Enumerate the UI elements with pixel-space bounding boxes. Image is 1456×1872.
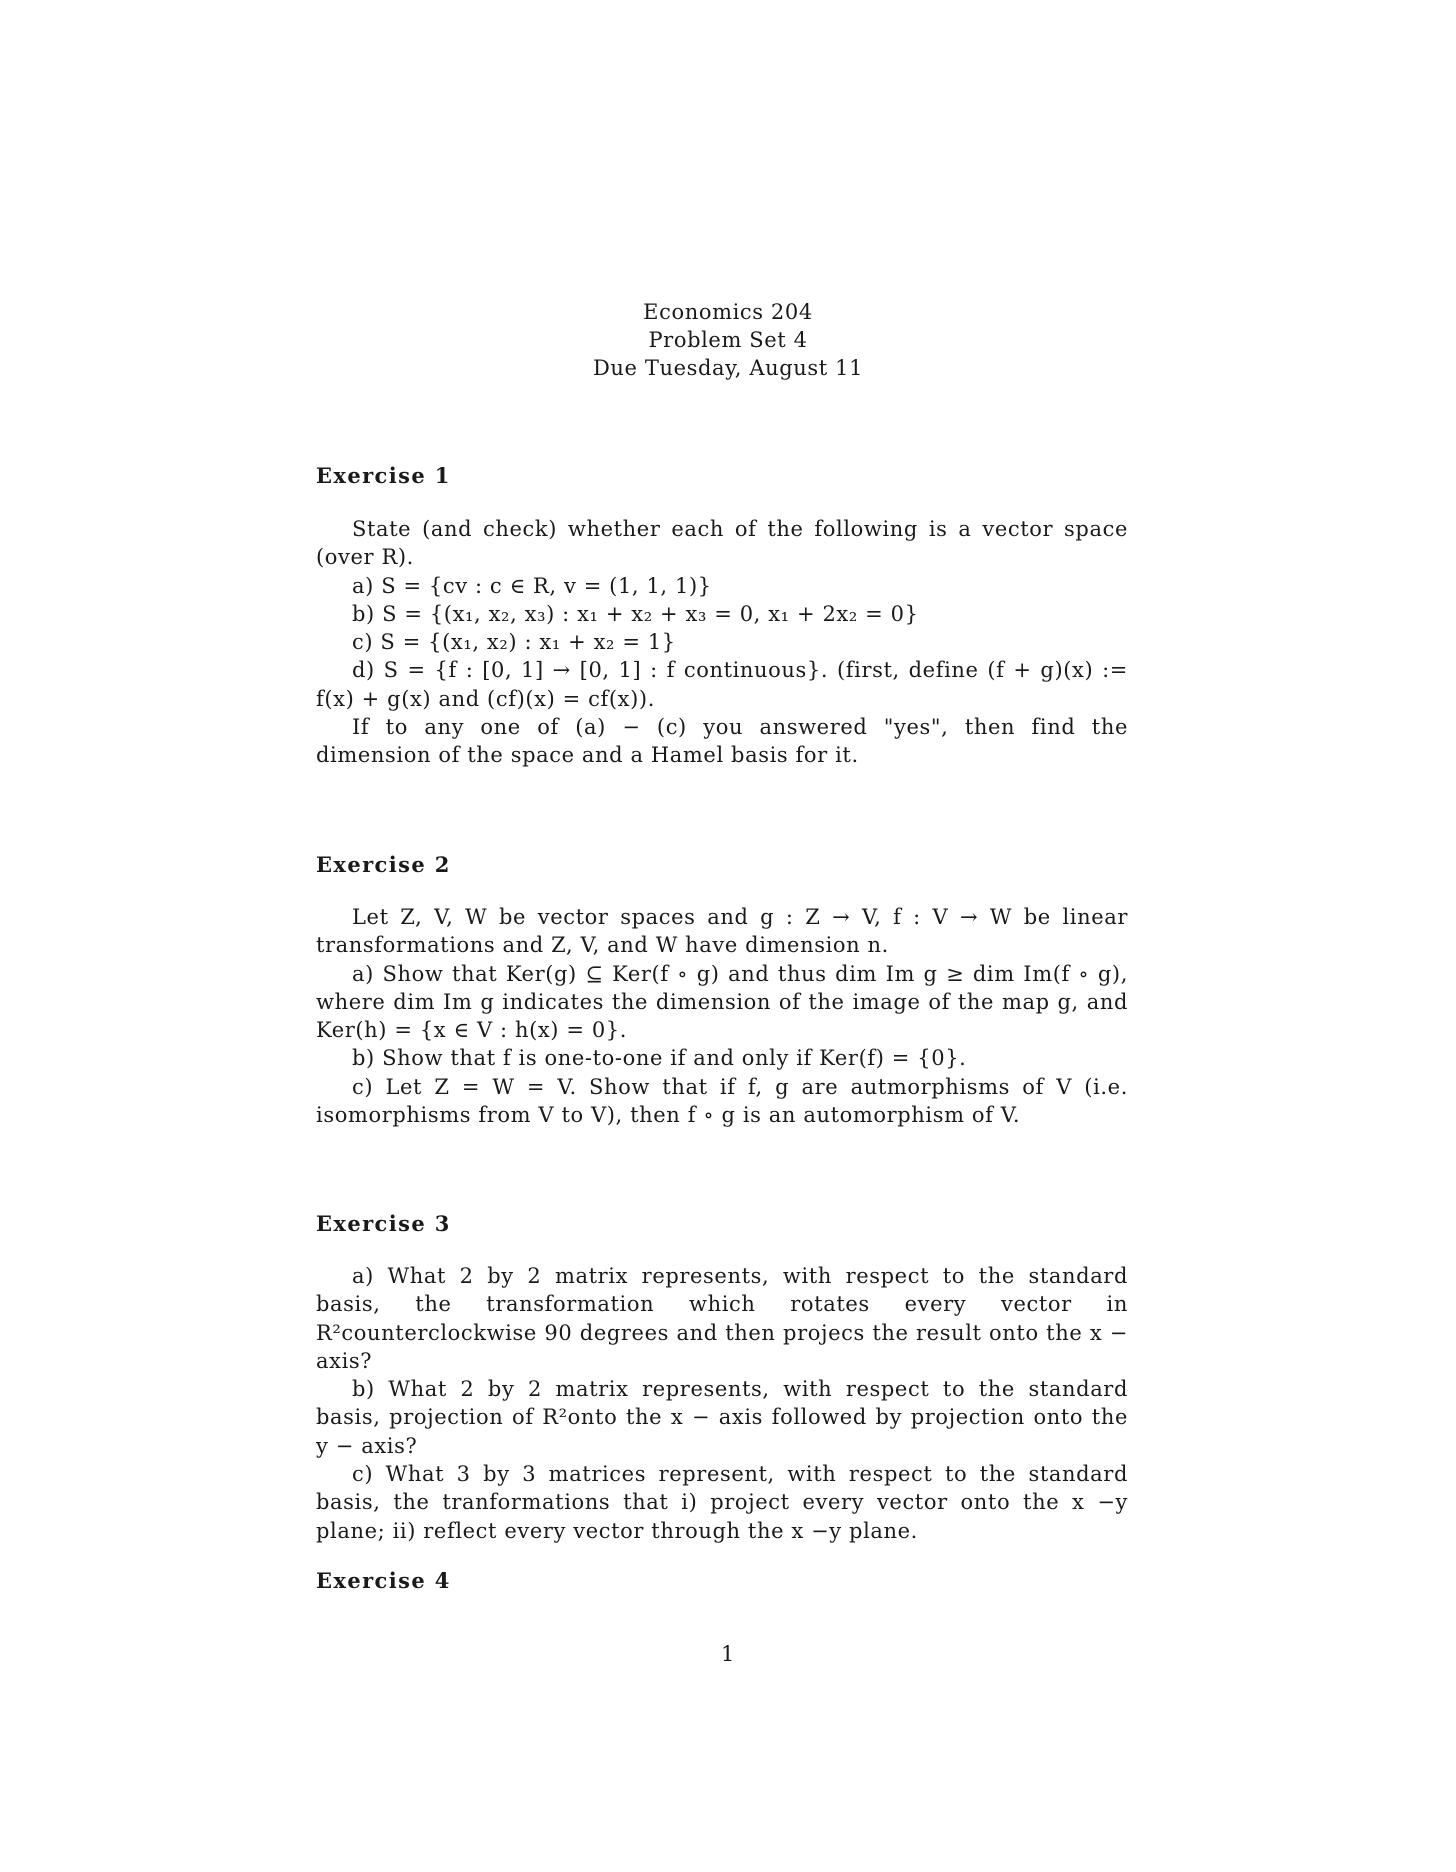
course-title: Economics 204 (643, 300, 813, 324)
problem-set-title: Problem Set 4 (648, 328, 808, 352)
exercise-2-item-b: b) Show that f is one-to-one if and only if Ker(f) = {0}. (352, 1046, 967, 1071)
exercise-2-item-c: c) Let Z = W = V. Show that if f, g are autmorphisms of V (i.e. isomorphisms from V to V), then f ∘ g is an automorphism of V. (316, 1074, 1128, 1128)
page-number: 1 (721, 1642, 735, 1666)
exercise-3-item-c: c) What 3 by 3 matrices represent, with respect to the standard basis, the tranformations that i) project every vector onto the x −y plane; ii) reflect every vector through the x −y plane. (316, 1462, 1128, 1543)
exercise-2-paragraph: Let Z, V, W be vector spaces and g : Z → V, f : V → W be linear transformations and Z, V, and W have dimension n. (316, 905, 1128, 958)
exercise-1-paragraph: State (and check) whether each of the following is a vector space (over R). (316, 517, 1128, 570)
exercise-1-paragraph: If to any one of (a) − (c) you answered "yes", then find the dimension of the space and a Hamel basis for it. (316, 715, 1128, 768)
due-date: Due Tuesday, August 11 (592, 356, 864, 380)
exercise-3-title: Exercise 3 (316, 1211, 451, 1236)
exercise-2-title: Exercise 2 (316, 852, 451, 877)
exercise-1-item-a: a) S = {cv : c ∈ R, v = (1, 1, 1)} (352, 573, 712, 598)
exercise-2-item-a: a) Show that Ker(g) ⊆ Ker(f ∘ g) and thus dim Im g ≥ dim Im(f ∘ g), where dim Im g indicates the dimension of the image of the map g, and Ker(h) = {x ∈ V : h(x) = 0}. (316, 961, 1128, 1043)
exercise-1-item-d: d) S = {f : [0, 1] → [0, 1] : f continuous}. (first, define (f + g)(x) := f(x) + g(x) and (cf)(x) = cf(x)). (316, 658, 1128, 711)
exercise-1-item-c: c) S = {(x₁, x₂) : x₁ + x₂ = 1} (352, 630, 676, 655)
exercise-2-body (316, 903, 1128, 1129)
exercise-1-item-b: b) S = {(x₁, x₂, x₃) : x₁ + x₂ + x₃ = 0, x₁ + 2x₂ = 0} (352, 601, 919, 626)
exercise-4-title: Exercise 4 (316, 1568, 451, 1593)
exercise-3-item-a: a) What 2 by 2 matrix represents, with respect to the standard basis, the transformation which rotates every vector in R²counterclockwise 90 degrees and then projecs the result onto the x − axis? (316, 1264, 1128, 1373)
exercise-3-item-b: b) What 2 by 2 matrix represents, with respect to the standard basis, projection of R²onto the x − axis followed by projection onto the y − axis? (316, 1377, 1128, 1458)
exercise-1-title: Exercise 1 (316, 463, 451, 488)
exercise-3-body (316, 1262, 1128, 1545)
document-header (0, 298, 1456, 382)
exercise-1-body (316, 515, 1128, 770)
